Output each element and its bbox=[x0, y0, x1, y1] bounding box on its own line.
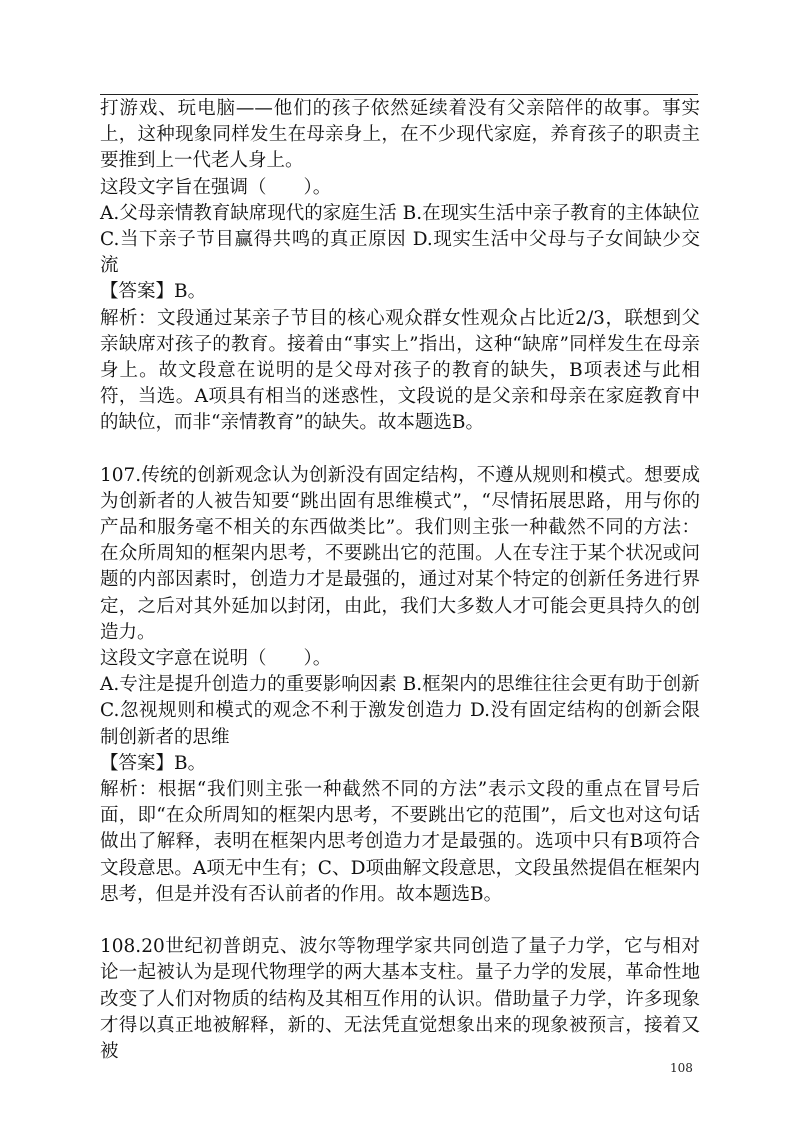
question-prompt: 这段文字旨在强调（ ）。 bbox=[100, 176, 332, 198]
options-cd: C.当下亲子节目赢得共鸣的真正原因 D.现实生活中父母与子女间缺少交流 bbox=[100, 229, 700, 277]
question-107-options-ab: A.专注是提升创造力的重要影响因素 B.框架内的思维往往会更有助于创新 bbox=[100, 674, 700, 696]
question-107-passage: 107.传统的创新观念认为创新没有固定结构，不遵从规则和模式。想要成为创新者的人被告知要“跳出固有思维模式”，“尽情拓展思路，用与你的产品和服务毫不相关的东西做类比”。我们则主张一种截然不同的方法：在众所周知的框架内思考，不要跳出它的范围。人在专注于某个状况或问题的内部因素时，创造力才是最强的，通过对某个特定的创新任务进行界定，之后对其外延加以封闭，由此，我们大多数人才可能会更具持久的创造力。 bbox=[100, 464, 700, 643]
analysis-paragraph: 解析：文段通过某亲子节目的核心观众群女性观众占比近2/3，联想到父亲缺席对孩子的教育。接着由“事实上”指出，这种“缺席”同样发生在母亲身上。故文段意在说明的是父母对孩子的教育的缺失，B项表述与此相符，当选。A项具有相当的迷惑性，文段说的是父亲和母亲在家庭教育中的缺位，而非“亲情教育”的缺失。故本题选B。 bbox=[100, 307, 700, 434]
options-ab: A.父母亲情教育缺席现代的家庭生活 B.在现实生活中亲子教育的主体缺位 bbox=[100, 202, 700, 224]
section-gap bbox=[100, 437, 700, 463]
question-107-options-cd: C.忽视规则和模式的观念不利于激发创造力 D.没有固定结构的创新会限制创新者的思维 bbox=[100, 700, 700, 748]
question-108-passage: 108.20世纪初普朗克、波尔等物理学家共同创造了量子力学，它与相对论一起被认为是现代物理学的两大基本支柱。量子力学的发展，革命性地改变了人们对物质的结构及其相互作用的认识。借助量子力学，许多现象才得以真正地被解释，新的、无法凭直觉想象出来的现象被预言，接着又被 bbox=[100, 936, 700, 1062]
page-content bbox=[100, 96, 700, 1065]
question-107-answer: 【答案】B。 bbox=[100, 752, 207, 774]
section-gap bbox=[100, 908, 700, 934]
question-107-analysis: 解析：根据“我们则主张一种截然不同的方法”表示文段的重点在冒号后面，即“在众所周知的框架内思考，不要跳出它的范围”，后文也对这句话做出了解释，表明在框架内思考创造力才是最强的。选项中只有B项符合文段意思。A项无中生有；C、D项曲解文段意思，文段虽然提倡在框架内思考，但是并没有否认前者的作用。故本题选B。 bbox=[100, 779, 700, 905]
continued-passage: 打游戏、玩电脑——他们的孩子依然延续着没有父亲陪伴的故事。事实上，这种现象同样发生在母亲身上，在不少现代家庭，养育孩子的职责主要推到上一代老人身上。 bbox=[100, 98, 700, 172]
top-rule bbox=[100, 94, 698, 95]
page-number: 108 bbox=[670, 1061, 693, 1075]
answer-line: 【答案】B。 bbox=[100, 281, 207, 303]
question-107-prompt: 这段文字意在说明（ ）。 bbox=[100, 648, 332, 670]
